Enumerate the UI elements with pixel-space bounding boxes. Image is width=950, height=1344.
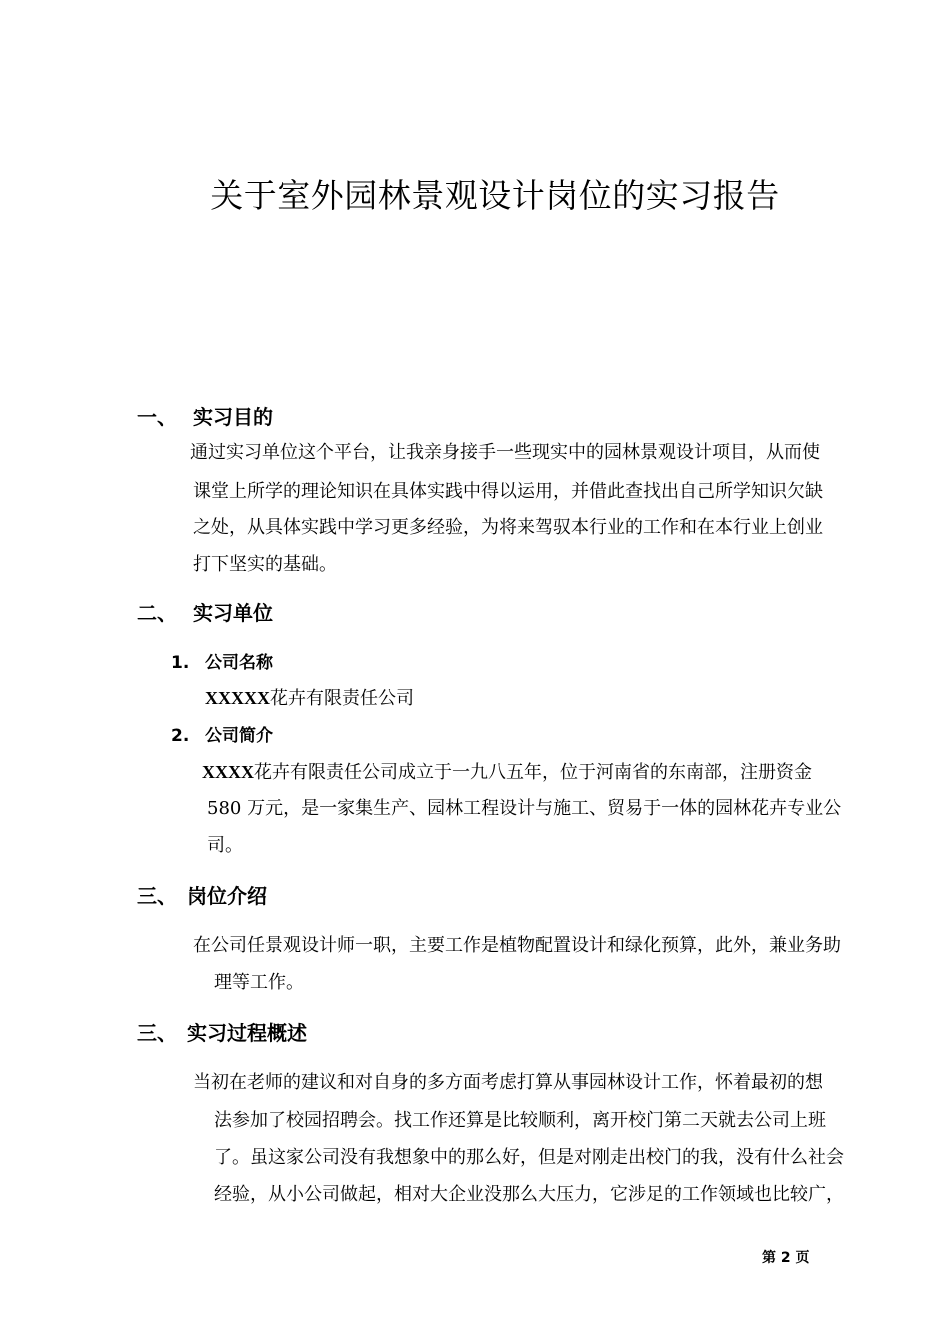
section-number: 三、: [137, 1021, 177, 1045]
paragraph-line: 司。: [207, 835, 243, 856]
paragraph-line: 打下坚实的基础。: [193, 554, 337, 575]
section-number: 二、: [137, 601, 177, 625]
sub-number: 2.: [171, 726, 190, 746]
paragraph-text: 花卉有限责任公司成立于一九八五年，位于河南省的东南部，注册资金: [254, 762, 812, 783]
sub-title: 公司简介: [205, 726, 273, 746]
sub-number: 1.: [171, 653, 190, 673]
subheading-company-name: [171, 652, 273, 674]
company-name-mask: XXXXX: [205, 688, 270, 708]
paragraph-line: 在公司任景观设计师一职，主要工作是植物配置设计和绿化预算，此外，兼业务助: [193, 935, 841, 956]
section-number: 三、: [137, 884, 177, 908]
section-heading-purpose: [137, 405, 273, 429]
subheading-company-intro: [171, 725, 273, 747]
section-number: 一、: [137, 405, 177, 429]
section-heading-company: [137, 601, 273, 625]
section-title: 实习过程概述: [187, 1021, 307, 1045]
section-title: 实习目的: [193, 405, 273, 429]
paragraph-line: 经验，从小公司做起，相对大企业没那么大压力，它涉足的工作领域也比较广，: [214, 1184, 844, 1205]
section-heading-position: [137, 884, 267, 908]
section-heading-process: [137, 1021, 307, 1045]
sub-title: 公司名称: [205, 653, 273, 673]
section-title: 实习单位: [193, 601, 273, 625]
paragraph-line: 理等工作。: [214, 972, 304, 993]
paragraph-line: [202, 760, 812, 785]
company-name: [205, 686, 414, 711]
paragraph-line: 通过实习单位这个平台，让我亲身接手一些现实中的园林景观设计项目，从而使: [190, 442, 820, 463]
page-number: 第 2 页: [762, 1250, 810, 1266]
paragraph-line: 了。虽这家公司没有我想象中的那么好，但是对刚走出校门的我，没有什么社会: [214, 1147, 844, 1168]
paragraph-line: 580 万元，是一家集生产、园林工程设计与施工、贸易于一体的园林花卉专业公: [207, 798, 842, 819]
document-title: 关于室外园林景观设计岗位的实习报告: [210, 176, 780, 215]
paragraph-line: 当初在老师的建议和对自身的多方面考虑打算从事园林设计工作，怀着最初的想: [193, 1072, 823, 1093]
section-title: 岗位介绍: [187, 884, 267, 908]
paragraph-line: 法参加了校园招聘会。找工作还算是比较顺利，离开校门第二天就去公司上班: [214, 1110, 826, 1131]
company-name-text: 花卉有限责任公司: [270, 688, 414, 709]
paragraph-line: 之处，从具体实践中学习更多经验，为将来驾驭本行业的工作和在本行业上创业: [193, 517, 823, 538]
paragraph-line: 课堂上所学的理论知识在具体实践中得以运用，并借此查找出自己所学知识欠缺: [193, 481, 823, 502]
company-mask: XXXX: [202, 762, 254, 782]
